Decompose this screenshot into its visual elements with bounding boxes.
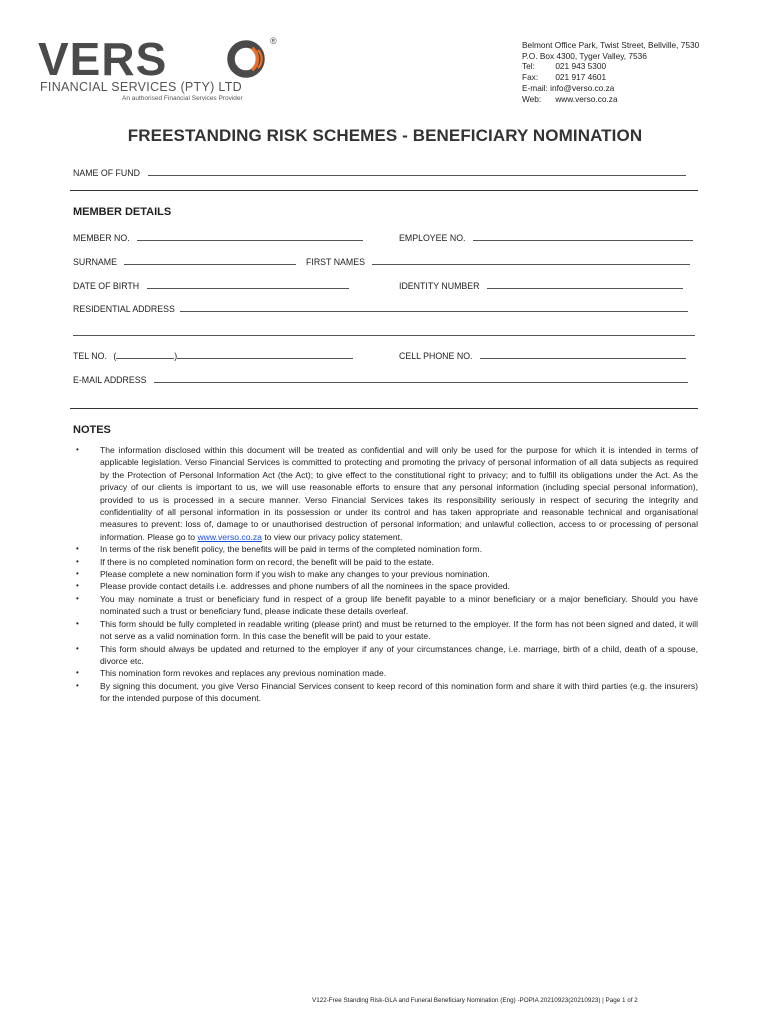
note-text-end: to view our privacy policy statement. bbox=[264, 531, 403, 542]
employee-no-input[interactable] bbox=[473, 232, 693, 241]
email-address-row bbox=[73, 374, 688, 385]
tel-row bbox=[522, 61, 699, 72]
note-text: You may nominate a trust or beneficiary fund in respect of a group life benefit payable to a minor beneficiary or a major beneficiary. Should you have nominated such a trust or beneficiary fund, please indicate these details overleaf. bbox=[100, 593, 698, 617]
bullet-icon: • bbox=[76, 445, 79, 454]
list-item bbox=[73, 667, 698, 679]
tel-value: 021 943 5300 bbox=[555, 61, 607, 72]
logo-ring-icon bbox=[226, 39, 270, 79]
web-value: www.verso.co.za bbox=[555, 93, 618, 104]
list-item bbox=[73, 680, 698, 705]
dob-input[interactable] bbox=[147, 280, 349, 289]
notes-list bbox=[73, 444, 698, 705]
contact-block bbox=[522, 40, 699, 104]
bullet-icon: • bbox=[76, 668, 79, 678]
note-text: By signing this document, you give Verso Financial Services consent to keep record of this nomination form and share it with third parties (e.g. the insurers) for the intended purpose of this document. bbox=[100, 680, 698, 704]
bullet-icon: • bbox=[76, 569, 79, 579]
privacy-policy-link[interactable]: www.verso.co.za bbox=[197, 531, 262, 542]
company-logo bbox=[38, 33, 298, 106]
cell-phone-row bbox=[399, 350, 686, 361]
residential-address-row bbox=[73, 303, 688, 314]
page-footer: V122-Free Standing Risk-GLA and Funeral Beneficiary Nomination (Eng) -POPIA 20210923(20210923) | Page 1 of 2 bbox=[312, 997, 638, 1004]
tel-no-row bbox=[73, 350, 353, 361]
id-number-row bbox=[399, 280, 683, 291]
residential-address-input-2[interactable] bbox=[73, 327, 695, 336]
tel-no-input[interactable] bbox=[177, 350, 353, 359]
tel-area-code-input[interactable] bbox=[116, 350, 174, 359]
list-item bbox=[73, 543, 698, 555]
bullet-icon: • bbox=[76, 581, 79, 591]
email-address-label: E-MAIL ADDRESS bbox=[73, 375, 147, 385]
fund-input[interactable] bbox=[148, 167, 686, 176]
list-item bbox=[73, 568, 698, 580]
web-label: Web: bbox=[522, 93, 542, 104]
section-divider bbox=[70, 190, 698, 191]
residential-address-input[interactable] bbox=[180, 303, 688, 312]
address-line-1: Belmont Office Park, Twist Street, Bellville, 7530 bbox=[522, 40, 700, 50]
email-value: info@verso.co.za bbox=[550, 82, 615, 93]
note-text: The information disclosed within this document will be treated as confidential and will only be used for the purpose for which it is intended in terms of applicable legislation. Verso Financial Services is committed to protecting and promoting the privacy of personal information of all data subjects as required by the Protection of Personal Information Act (the Act); to give effect to the constitutional right to privacy; and to fulfill its obligations under the Act. As the privacy of our clients is important to us, we will use reasonable efforts to ensure that any personal information (including special personal information), provided to us is processed in a secure manner. Verso Financial Services takes its responsibility seriously in respect of securing the integrity and confidentiality of all personal information in its possession or under its control and has taken appropriate and reasonable technical and organisational measures to prevent: loss of, damage to or unauthorised destruction of personal information; and unlawful collection, access to or processing of personal information. Please go to bbox=[100, 445, 698, 542]
employee-no-label: EMPLOYEE NO. bbox=[399, 233, 466, 243]
section-divider-2 bbox=[70, 408, 698, 409]
surname-label: SURNAME bbox=[73, 257, 117, 267]
list-item bbox=[73, 580, 698, 592]
residential-address-label: RESIDENTIAL ADDRESS bbox=[73, 304, 175, 314]
surname-row bbox=[73, 256, 296, 267]
logo-tagline: An authorised Financial Services Provider bbox=[122, 95, 243, 102]
cell-phone-input[interactable] bbox=[480, 350, 686, 359]
employee-no-row bbox=[399, 232, 693, 243]
first-names-row bbox=[306, 256, 690, 267]
bullet-icon: • bbox=[76, 680, 79, 690]
bullet-icon: • bbox=[76, 556, 79, 566]
bullet-icon: • bbox=[76, 643, 79, 653]
fund-label: NAME OF FUND bbox=[73, 168, 140, 178]
email-label: E-mail: bbox=[522, 82, 548, 93]
residential-address-row-2 bbox=[73, 327, 695, 338]
id-number-label: IDENTITY NUMBER bbox=[399, 281, 480, 291]
member-no-label: MEMBER NO. bbox=[73, 233, 130, 243]
email-address-input[interactable] bbox=[154, 374, 688, 383]
bullet-icon: • bbox=[76, 544, 79, 554]
notes-heading: NOTES bbox=[73, 424, 111, 436]
fax-label: Fax: bbox=[522, 72, 539, 83]
tel-no-label: TEL NO. bbox=[73, 351, 107, 361]
list-item bbox=[73, 593, 698, 618]
page-title: FREESTANDING RISK SCHEMES - BENEFICIARY NOMINATION bbox=[127, 126, 643, 145]
id-number-input[interactable] bbox=[487, 280, 683, 289]
member-details-heading: MEMBER DETAILS bbox=[73, 206, 172, 218]
web-row bbox=[522, 94, 699, 105]
tel-label: Tel: bbox=[522, 61, 535, 72]
member-no-input[interactable] bbox=[137, 232, 363, 241]
logo-wordmark: VERS bbox=[38, 33, 168, 85]
fax-value: 021 917 4601 bbox=[555, 72, 607, 83]
tel-open-paren: ( bbox=[113, 351, 117, 361]
logo-registered-mark: ® bbox=[270, 36, 277, 46]
note-text: If there is no completed nomination form on record, the benefit will be paid to the estate. bbox=[100, 556, 434, 567]
note-text: In terms of the risk benefit policy, the benefits will be paid in terms of the completed nomination form. bbox=[100, 544, 482, 555]
surname-input[interactable] bbox=[124, 256, 296, 265]
list-item bbox=[73, 444, 698, 543]
note-text: This form should always be updated and returned to the employer if any of your circumstances change, i.e. marriage, birth of a child, death of a spouse, divorce etc. bbox=[100, 643, 698, 666]
list-item bbox=[73, 556, 698, 568]
logo-subtitle: FINANCIAL SERVICES (PTY) LTD bbox=[40, 80, 242, 94]
first-names-input[interactable] bbox=[372, 256, 690, 265]
fax-row bbox=[522, 72, 699, 83]
note-text: This form should be fully completed in readable writing (please print) and must be returned to the employer. If the form has not been signed and dated, it will not serve as a valid nomination form. In this case the benefit will be paid to your estate. bbox=[100, 618, 698, 642]
dob-label: DATE OF BIRTH bbox=[73, 281, 140, 291]
member-no-row bbox=[73, 232, 363, 243]
first-names-label: FIRST NAMES bbox=[306, 257, 365, 267]
fund-row bbox=[73, 167, 686, 178]
tel-close-paren: ) bbox=[174, 351, 178, 361]
dob-row bbox=[73, 280, 349, 291]
note-text: Please provide contact details i.e. addresses and phone numbers of all the nominees in the space provided. bbox=[100, 581, 510, 592]
bullet-icon: • bbox=[76, 593, 79, 603]
list-item bbox=[73, 643, 698, 668]
note-text: Please complete a new nomination form if you wish to make any changes to your previous nomination. bbox=[100, 569, 490, 580]
address-line-2: P.O. Box 4300, Tyger Valley, 7536 bbox=[522, 50, 647, 61]
cell-phone-label: CELL PHONE NO. bbox=[399, 351, 473, 361]
note-text: This nomination form revokes and replaces any previous nomination made. bbox=[100, 668, 387, 679]
email-row bbox=[522, 83, 699, 94]
bullet-icon: • bbox=[76, 618, 79, 628]
list-item bbox=[73, 618, 698, 643]
